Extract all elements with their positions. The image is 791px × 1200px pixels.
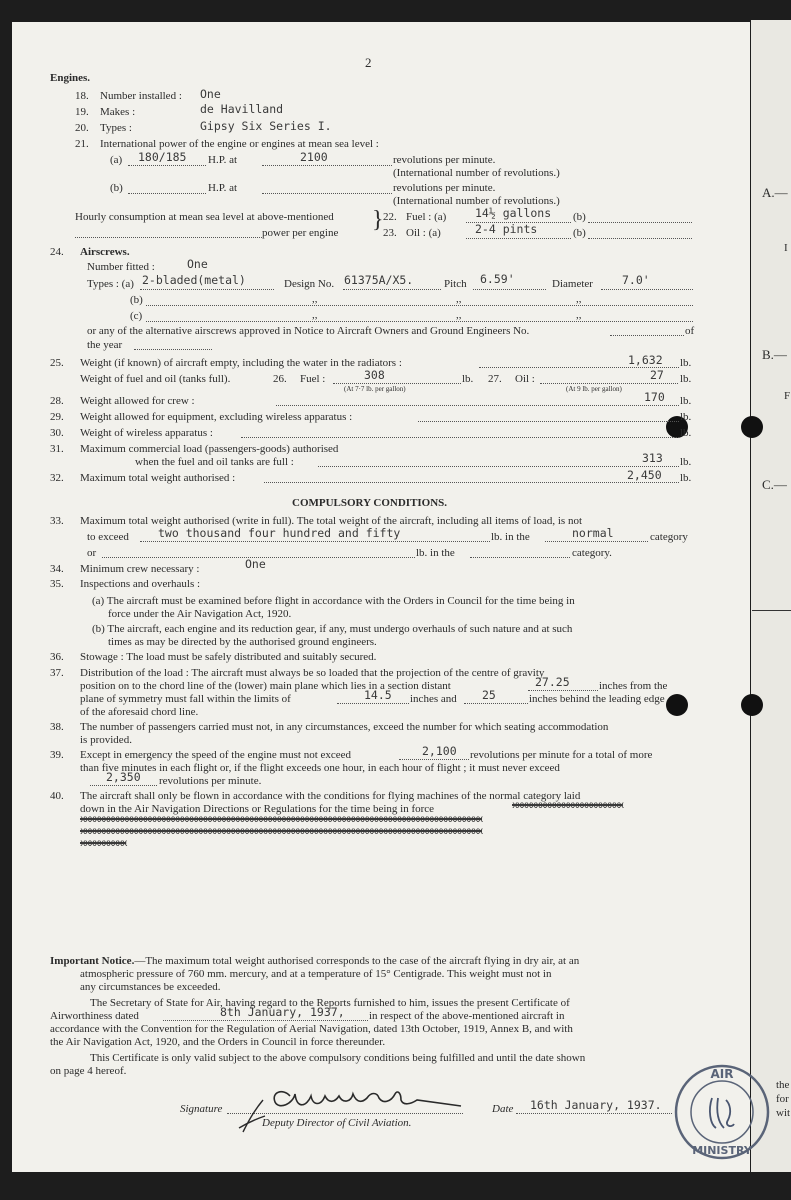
item-number: 40.: [50, 790, 64, 802]
max-total-weight-label: Maximum total weight authorised :: [80, 472, 236, 484]
alternative-airscrews-text: or any of the alternative airscrews approved in Notice to Aircraft Owners and Ground Engineers No.: [87, 325, 530, 337]
condition-37-line2b: inches from the: [599, 680, 668, 692]
item-number: 25.: [50, 357, 64, 369]
dotted-line: [473, 289, 546, 290]
lb-unit: lb.: [680, 395, 692, 407]
category-name: normal: [572, 526, 614, 540]
brace: }: [372, 207, 384, 233]
next-page-rule: [752, 610, 791, 611]
condition-37-line4: of the aforesaid chord line.: [80, 706, 199, 718]
condition-35b-line2: times as may be directed by the authorised ground engineers.: [108, 636, 377, 648]
next-page-the: the: [776, 1079, 790, 1091]
commercial-load-label-2: when the fuel and oil tanks are full :: [135, 456, 294, 468]
item-number: 36.: [50, 651, 64, 663]
ditto-mark: ,,: [576, 293, 582, 305]
condition-39-line1a: Except in emergency the speed of the engine must not exceed: [80, 749, 352, 761]
dotted-line: [128, 193, 206, 194]
condition-37-line3b: inches and: [410, 693, 457, 705]
design-no-value: 61375A/X5.: [344, 273, 414, 287]
dotted-line: [90, 785, 157, 786]
lb-unit: lb.: [680, 456, 692, 468]
signatory-title: Deputy Director of Civil Aviation.: [262, 1117, 412, 1129]
dotted-line: [337, 703, 409, 704]
item-number: 33.: [50, 515, 64, 527]
notice-line2: atmospheric pressure of 760 mm. mercury, and at a temperature of 15° Centigrade. This weight must not in: [80, 968, 552, 980]
item-number: 27.: [488, 373, 502, 385]
ditto-mark: ,,: [312, 309, 318, 321]
punch-hole: [666, 694, 688, 716]
dotted-line: [588, 238, 692, 239]
struck-text: xxxxxxxxxxxxxxxxxxxxxxxxxxxxxxxxxxxxxxxxxxxxxxxxxxxxxxxxxxxxxxxxxxxxxxxxxxxxxxxxxxxxxxx: [80, 814, 482, 825]
dotted-line: [241, 437, 679, 438]
power-per-engine-label: power per engine: [262, 227, 339, 239]
hp-at-label: H.P. at: [208, 154, 238, 166]
crew-weight-label: Weight allowed for crew :: [80, 395, 195, 407]
next-page-for: for: [776, 1093, 789, 1105]
equipment-weight-label: Weight allowed for equipment, excluding wireless apparatus :: [80, 411, 353, 423]
number-fitted-label: Number fitted :: [87, 261, 155, 273]
next-page-b: B.—: [762, 347, 787, 362]
number-installed-label: Number installed :: [100, 90, 182, 102]
lb-unit: lb.: [680, 472, 692, 484]
dotted-line: [610, 335, 684, 336]
punch-hole: [741, 416, 763, 438]
item-number: 22.: [383, 211, 397, 223]
cg-section-distance: 27.25: [535, 675, 570, 689]
oil-weight-value: 27: [650, 368, 664, 382]
item-number: 29.: [50, 411, 64, 423]
oil-consumption-label: Oil : (a): [406, 227, 441, 239]
notice-p2-line1: The Secretary of State for Air, having regard to the Reports furnished to him, issues the present Certificate of: [90, 997, 570, 1009]
design-label: Design No.: [284, 278, 335, 290]
dotted-line: [588, 222, 692, 223]
airscrew-types-label: Types : (a): [87, 278, 134, 290]
max-total-weight-value: 2,450: [627, 468, 662, 482]
fuel-consumption-value: 14½ gallons: [475, 206, 552, 220]
condition-37-line3c: inches behind the leading edge: [529, 693, 665, 705]
option-b-paren: (b): [573, 211, 586, 223]
ditto-mark: ,,: [576, 309, 582, 321]
item-number: 38.: [50, 721, 64, 733]
empty-weight-label: Weight (if known) of aircraft empty, including the water in the radiators :: [80, 357, 402, 369]
condition-39-line3: revolutions per minute.: [159, 775, 262, 787]
dotted-line: [163, 1020, 368, 1021]
oil-consumption-value: 2-4 pints: [475, 222, 538, 236]
dotted-line: [601, 289, 693, 290]
lb-in-the: lb. in the: [491, 531, 530, 543]
to-exceed-label: to exceed: [87, 531, 129, 543]
lb-unit: lb.: [680, 357, 692, 369]
engines-heading: Engines.: [50, 72, 91, 84]
air-ministry-stamp: [672, 1062, 772, 1162]
min-crew-label: Minimum crew necessary :: [80, 563, 200, 575]
wireless-weight-label: Weight of wireless apparatus :: [80, 427, 213, 439]
category-word: category.: [572, 547, 612, 559]
condition-39-line2: than five minutes in each flight or, if the flight exceeds one hour, in each hour of flight ; it must never exceed: [80, 762, 560, 774]
notice-p2-line2a: Airworthiness dated: [50, 1010, 139, 1022]
item-number: 35.: [50, 578, 64, 590]
intl-rev-note: (International number of revolutions.): [393, 195, 560, 207]
item-number: 24.: [50, 246, 64, 258]
item-number: 28.: [50, 395, 64, 407]
fuel-oil-weight-label: Weight of fuel and oil (tanks full).: [80, 373, 231, 385]
fuel-weight-note: (At 7·7 lb. per gallon): [344, 385, 406, 393]
next-page-c: C.—: [762, 477, 787, 492]
notice-heading: Important Notice.: [50, 955, 135, 967]
dotted-line: [466, 238, 571, 239]
item-number: 34.: [50, 563, 64, 575]
dotted-line: [516, 1113, 672, 1114]
or-word: or: [87, 547, 97, 559]
punch-hole: [741, 694, 763, 716]
condition-36: Stowage : The load must be safely distributed and suitably secured.: [80, 651, 377, 663]
dotted-line: [418, 421, 679, 422]
power-label: International power of the engine or engines at mean sea level :: [100, 138, 379, 150]
hp-a-value: 180/185: [138, 150, 187, 164]
item-number: 30.: [50, 427, 64, 439]
max-engine-speed-5min: 2,100: [422, 744, 457, 758]
struck-text: xxxxxxxxxx: [80, 838, 127, 849]
dotted-line: [146, 305, 693, 306]
airscrew-c-label: (c): [130, 310, 143, 322]
condition-35b-line1: (b) The aircraft, each engine and its reduction gear, if any, must undergo overhauls of such nature and at such: [92, 623, 573, 635]
dotted-line: [479, 367, 679, 368]
cg-limit-forward: 14.5: [364, 688, 392, 702]
airscrews-heading: Airscrews.: [80, 246, 130, 258]
types-label: Types :: [100, 122, 132, 134]
diameter-value: 7.0': [622, 273, 650, 287]
date-label: Date: [492, 1103, 514, 1115]
dotted-line: [528, 690, 598, 691]
hp-at-label: H.P. at: [208, 182, 238, 194]
notice-text: —The maximum total weight authorised corresponds to the case of the aircraft flying in dry air, at an: [134, 955, 580, 967]
pitch-value: 6.59': [480, 272, 515, 286]
notice-line1: [50, 956, 579, 967]
item-number: 20.: [75, 122, 89, 134]
option-a-label: (a): [110, 154, 123, 166]
ditto-mark: ,,: [456, 309, 462, 321]
signature-label: Signature: [180, 1103, 223, 1115]
inspections-label: Inspections and overhauls :: [80, 578, 201, 590]
item-number: 23.: [383, 227, 397, 239]
types-value: Gipsy Six Series I.: [200, 119, 332, 133]
notice-p2-line3: accordance with the Convention for the Regulation of Aerial Navigation, dated 13th October, 1919, Annex B, and with: [50, 1023, 573, 1035]
cg-limit-aft: 25: [482, 688, 496, 702]
condition-37-line3a: plane of symmetry must fall within the limits of: [80, 693, 291, 705]
stamp-top-text: AIR: [710, 1067, 734, 1081]
dotted-line: [262, 193, 392, 194]
max-engine-speed-never: 2,350: [106, 770, 141, 784]
dotted-line: [146, 321, 693, 322]
ditto-mark: ,,: [312, 293, 318, 305]
dotted-line: [464, 703, 528, 704]
stamp-bottom-text: MINISTRY: [692, 1144, 752, 1157]
next-page-wit: wit: [776, 1107, 791, 1119]
the-year: the year: [87, 339, 123, 351]
signature-date: 16th January, 1937.: [530, 1098, 662, 1112]
condition-38-line2: is provided.: [80, 734, 132, 746]
dotted-line: [318, 466, 679, 467]
dotted-line: [264, 482, 679, 483]
condition-40-line2: down in the Air Navigation Directions or Regulations for the time being in force: [80, 803, 435, 815]
condition-33-line1: Maximum total weight authorised (write in full). The total weight of the aircraft, including all items of load, is not: [80, 515, 583, 527]
item-number: 21.: [75, 138, 89, 150]
crew-weight-value: 170: [644, 390, 665, 404]
intl-rev-note: (International number of revolutions.): [393, 167, 560, 179]
struck-text: xxxxxxxxxxxxxxxxxxxxxxxx: [512, 800, 623, 811]
airscrew-type-a: 2-bladed(metal): [142, 273, 246, 287]
dotted-line: [140, 289, 274, 290]
dotted-line: [540, 383, 678, 384]
lb-unit: lb.: [462, 373, 474, 385]
airworthiness-date: 8th January, 1937,: [220, 1005, 345, 1019]
option-b-paren: (b): [573, 227, 586, 239]
makes-value: de Havilland: [200, 102, 284, 116]
condition-35a-line2: force under the Air Navigation Act, 1920.: [108, 608, 292, 620]
dotted-line: [75, 237, 262, 238]
exceed-weight-words: two thousand four hundred and fifty: [158, 526, 401, 540]
item-number: 37.: [50, 667, 64, 679]
empty-weight-value: 1,632: [628, 353, 663, 367]
min-crew-value: One: [245, 557, 266, 571]
notice-p3-line1: This Certificate is only valid subject to the above compulsory conditions being fulfilled and until the date shown: [90, 1052, 586, 1064]
commercial-load-label-1: Maximum commercial load (passengers-goods) authorised: [80, 443, 339, 455]
condition-37-line2a: position on to the chord line of the (lower) main plane which lies in a section distant: [80, 680, 451, 692]
next-page-i: I: [784, 242, 788, 254]
number-fitted-value: One: [187, 257, 208, 271]
lb-unit: lb.: [680, 427, 692, 439]
commercial-load-value: 313: [642, 451, 663, 465]
dotted-line: [128, 165, 206, 166]
rev-per-min: revolutions per minute.: [393, 154, 496, 166]
pitch-label: Pitch: [444, 278, 467, 290]
condition-39-line1b: revolutions per minute for a total of more: [470, 749, 653, 761]
lb-unit: lb.: [680, 411, 692, 423]
notice-line3: any circumstances be exceeded.: [80, 981, 221, 993]
next-page-a: A.—: [762, 185, 788, 200]
dotted-line: [262, 165, 392, 166]
lb-in-the: lb. in the: [416, 547, 455, 559]
dotted-line: [399, 759, 469, 760]
oil-weight-label: Oil :: [515, 373, 535, 385]
compulsory-conditions-heading: COMPULSORY CONDITIONS.: [292, 497, 448, 509]
condition-40-line1: The aircraft shall only be flown in accordance with the conditions for flying machines of the normal category laid: [80, 790, 581, 802]
of-word: of: [685, 325, 695, 337]
struck-text: xxxxxxxxxxxxxxxxxxxxxxxxxxxxxxxxxxxxxxxxxxxxxxxxxxxxxxxxxxxxxxxxxxxxxxxxxxxxxxxxxxxxxxx: [80, 826, 482, 837]
notice-p2-line2b: in respect of the above-mentioned aircraft in: [369, 1010, 565, 1022]
rpm-a-value: 2100: [300, 150, 328, 164]
notice-p2-line4: the Air Navigation Act, 1920, and the Orders in Council in force thereunder.: [50, 1036, 386, 1048]
condition-38-line1: The number of passengers carried must not, in any circumstances, exceed the number for which seating accommodation: [80, 721, 609, 733]
makes-label: Makes :: [100, 106, 136, 118]
dotted-line: [134, 349, 212, 350]
notice-p3-line2: on page 4 hereof.: [50, 1065, 127, 1077]
item-number: 39.: [50, 749, 64, 761]
number-installed-value: One: [200, 87, 221, 101]
dotted-line: [276, 405, 679, 406]
item-number: 26.: [273, 373, 287, 385]
oil-weight-note: (At 9 lb. per gallon): [566, 385, 622, 393]
dotted-line: [470, 557, 570, 558]
dotted-line: [343, 289, 441, 290]
item-number: 18.: [75, 90, 89, 102]
page-number: 2: [365, 55, 372, 70]
condition-35a-line1: (a) The aircraft must be examined before flight in accordance with the Orders in Council for the time being in: [92, 595, 575, 607]
next-page-f: F: [784, 390, 791, 402]
diameter-label: Diameter: [552, 278, 593, 290]
dotted-line: [333, 383, 461, 384]
condition-37-line1: Distribution of the load : The aircraft must always be so loaded that the projection of the centre of gravity: [80, 667, 545, 679]
option-b-label: (b): [110, 182, 123, 194]
category-word: category: [650, 531, 688, 543]
dotted-line: [545, 541, 648, 542]
lb-unit: lb.: [680, 373, 692, 385]
fuel-weight-value: 308: [364, 368, 385, 382]
airscrew-b-label: (b): [130, 294, 143, 306]
dotted-line: [140, 541, 490, 542]
fuel-consumption-label: Fuel : (a): [406, 211, 447, 223]
hourly-consumption-label: Hourly consumption at mean sea level at above-mentioned: [75, 211, 334, 223]
item-number: 32.: [50, 472, 64, 484]
item-number: 31.: [50, 443, 64, 455]
ditto-mark: ,,: [456, 293, 462, 305]
rev-per-min: revolutions per minute.: [393, 182, 496, 194]
item-number: 19.: [75, 106, 89, 118]
fuel-weight-label: Fuel :: [300, 373, 326, 385]
